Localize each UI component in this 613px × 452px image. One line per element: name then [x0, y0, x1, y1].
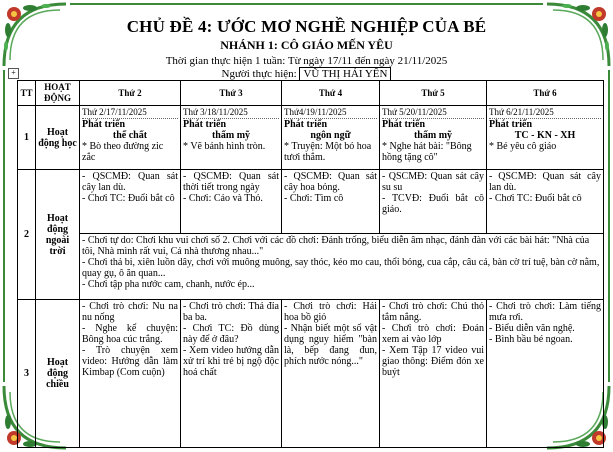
shared-line: - Chơi tập pha nước cam, chanh, nước ép...	[82, 279, 255, 290]
activity-name: Hoạt động học	[36, 106, 80, 170]
outdoor-cell-wed: - QSCMĐ: Quan sát cây hoa bỏng. - Chơi: Tìm cô	[282, 170, 380, 234]
field-title: Phát triển thẩm mỹ	[183, 119, 251, 141]
learning-cell-mon	[80, 106, 181, 170]
learning-cell-fri	[487, 106, 604, 170]
lesson-text: * Nghe hát bài: "Bông hồng tặng cô"	[382, 141, 472, 163]
performer-line	[0, 67, 613, 81]
outdoor-cell-mon: - QSCMĐ: Quan sát cây lan dù. - Chơi TC: Đuổi bắt cô	[80, 170, 181, 234]
afternoon-cell-thu: - Chơi trò chơi: Chú thỏ tắm nắng. - Chơi trò chơi: Đoán xem ai vào lớp - Xem Tập 17 video vui giao thông: Điểm đón xe buýt	[380, 300, 487, 448]
performer-label: Người thực hiện:	[221, 68, 297, 80]
field-title: Phát triển TC - KN - XH	[489, 119, 576, 141]
activity-name: Hoạt động chiều	[36, 300, 80, 448]
header-day-fri: Thứ 6	[487, 81, 604, 106]
outdoor-shared-cell	[80, 234, 604, 300]
table-row-learning	[18, 106, 604, 170]
date: Thứ 2/17/11/2025	[82, 107, 178, 119]
outdoor-cell-thu: - QSCMĐ: Quan sát cây su su - TCVĐ: Đuổi bắt cô giáo.	[380, 170, 487, 234]
header-day-wed: Thứ 4	[282, 81, 380, 106]
table-row-outdoor	[18, 170, 604, 234]
field-title: Phát triển ngôn ngữ	[284, 119, 351, 141]
table-row-outdoor-shared	[18, 234, 604, 300]
lesson-text: * Vẽ bánh hình tròn.	[183, 141, 266, 152]
field-title: Phát triển thẩm mỹ	[382, 119, 453, 141]
weekly-plan-table	[17, 80, 604, 448]
afternoon-cell-tue: - Chơi trò chơi: Thả đỉa ba ba. - Chơi TC: Đồ dùng này để ở đâu? - Xem video hướng dẫn xử trí khi trẻ bị ngộ độc hoá chất	[181, 300, 282, 448]
learning-cell-thu	[380, 106, 487, 170]
document-header	[0, 0, 613, 81]
learning-cell-tue	[181, 106, 282, 170]
branch-subtitle: NHÁNH 1: CÔ GIÁO MẾN YÊU	[220, 38, 393, 52]
lesson-text: * Bé yêu cô giáo	[489, 141, 557, 152]
date: Thứ 3/18/11/2025	[183, 107, 279, 119]
shared-line: - Chơi thả bi, xiên luồn dây, chơi với muông muông, say thóc, kéo mo cau, thổi bóng, cua cắp, câu cá, bàn cờ trí tuệ, bàn cờ nằm, quay gụ, ô ăn quan...	[82, 257, 600, 279]
table-row-afternoon	[18, 300, 604, 448]
date: Thứ4/19/11/2025	[284, 107, 377, 119]
left-border-line	[3, 70, 5, 382]
performer-name: VŨ THỊ HẢI YẾN	[299, 67, 391, 81]
right-border-line	[608, 70, 610, 382]
row-number: 1	[18, 106, 36, 170]
header-day-mon: Thứ 2	[80, 81, 181, 106]
header-day-tue: Thứ 3	[181, 81, 282, 106]
shared-line: - Chơi tự do: Chơi khu vui chơi số 2. Chơi với các đồ chơi: Đánh trống, biểu diễn âm nhạc, đánh đàn với các bài hát: "Nhà của tôi, Nhà mình rất vui, Cả nhà thương nhau..."	[82, 235, 590, 257]
lesson-text: * Bò theo đường zic zắc	[82, 141, 164, 163]
time-period: Thời gian thực hiện 1 tuần: Từ ngày 17/11 đến ngày 21/11/2025	[165, 55, 448, 67]
afternoon-cell-mon: - Chơi trò chơi: Nu na nu nống - Nghe kể chuyện: Bông hoa cúc trắng. - Trò chuyện xem video: Hướng dẫn làm Kimbap (Com cuộn)	[80, 300, 181, 448]
outdoor-cell-fri: - QSCMĐ: Quan sát cây lan dù. - Chơi TC: Đuổi bắt cô	[487, 170, 604, 234]
afternoon-cell-fri: - Chơi trò chơi: Làm tiếng mưa rơi. - Biểu diễn văn nghệ. - Bình bầu bé ngoan.	[487, 300, 604, 448]
activity-name: Hoạt động ngoài trời	[36, 170, 80, 300]
afternoon-cell-wed: - Chơi trò chơi: Hái hoa bồ giỏ - Nhận biết một số vật dụng nguy hiểm "bàn là, bếp đang đun, phích nước nóng..."	[282, 300, 380, 448]
lesson-text: * Truyện: Một bó hoa tươi thắm.	[284, 141, 372, 163]
outdoor-cell-tue: - QSCMĐ: Quan sát thời tiết trong ngày - Chơi: Cáo và Thỏ.	[181, 170, 282, 234]
date: Thứ 6/21/11/2025	[489, 107, 601, 119]
table-move-handle-icon[interactable]: +	[8, 68, 19, 79]
page-title: CHỦ ĐỀ 4: ƯỚC MƠ NGHỀ NGHIỆP CỦA BÉ	[126, 17, 487, 36]
field-title: Phát triển thể chất	[82, 119, 148, 141]
header-activity: HOẠT ĐỘNG	[36, 81, 80, 106]
header-stt: TT	[18, 81, 36, 106]
learning-cell-wed	[282, 106, 380, 170]
row-number: 2	[18, 170, 36, 300]
table-header-row	[18, 81, 604, 106]
header-day-thu: Thứ 5	[380, 81, 487, 106]
row-number: 3	[18, 300, 36, 448]
date: Thứ 5/20/11/2025	[382, 107, 484, 119]
